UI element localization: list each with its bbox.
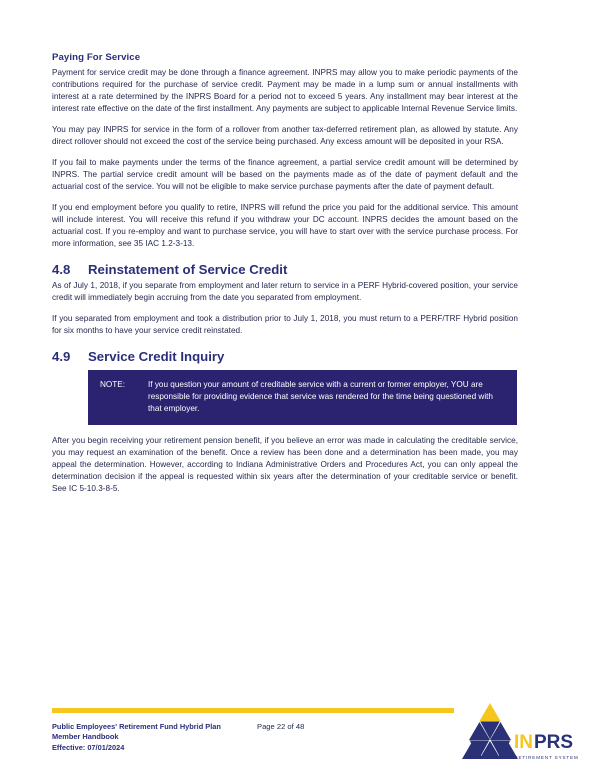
- footer-line-plan-name: Public Employees' Retirement Fund Hybrid Plan: [52, 722, 221, 731]
- note-text: If you question your amount of creditable service with a current or former employer, YOU are responsible for providing evidence that service was rendered for the time being questioned with that employer.: [148, 380, 493, 413]
- footer-gold-rule: [52, 708, 454, 713]
- paragraph-4-8-accrual: As of July 1, 2018, if you separate from employment and later return to service in a PERF Hybrid-covered position, your service credit will immediately begin accruing from the date you separated from employment.: [52, 281, 518, 302]
- footer-page-number: Page 22 of 48: [257, 722, 305, 731]
- paragraph-payment-finance-agreement: Payment for service credit may be done through a finance agreement. INPRS may allow you to make periodic payments of the contributions required for the purchase of service credit. Payment may be made in a lump sum or annual installments with interest at a rate determined by the INPRS Board for a period not to exceed 5 years. Any installment may bear interest at the interest rate effective on the date of the first installment. Any payments are subject to applicable Internal Revenue Service limits.: [52, 68, 518, 113]
- footer-document-info: [52, 722, 257, 753]
- page-footer: [52, 722, 452, 753]
- paragraph-4-9-appeal: After you begin receiving your retirement pension benefit, if you believe an error was made in calculating the creditable service, you may request an examination of the benefit. Once a review has been done and a determination has been made, you may appeal the determination. However, according to Indiana Administrative Orders and Procedures Act, you can only appeal the determination decision if the appeal is requested within six years after the determination of your creditable service or benefit. See IC 5-10.3-8-5.: [52, 436, 518, 493]
- subheading-paying-for-service: Paying For Service: [52, 52, 141, 63]
- footer-line-handbook: Member Handbook: [52, 732, 119, 742]
- paragraph-rollover: You may pay INPRS for service in the form of a rollover from another tax-deferred retirement plan, as allowed by statute. Any direct rollover should not exceed the cost of the service being purchased. Any excess amount will be deposited in your RSA.: [52, 125, 518, 146]
- section-heading-4-8: [52, 262, 518, 277]
- note-label: NOTE:: [100, 380, 126, 389]
- paragraph-4-8-distribution: If you separated from employment and took a distribution prior to July 1, 2018, you must return to a PERF/TRF Hybrid position for six months to have your service credit reinstated.: [52, 314, 518, 335]
- page-content: [52, 52, 518, 495]
- inprs-logo: [462, 700, 582, 764]
- section-title-4-9: Service Credit Inquiry: [88, 349, 225, 364]
- section-number-4-8: 4.8: [52, 262, 71, 277]
- paragraph-payment-default: If you fail to make payments under the terms of the finance agreement, a partial service credit amount will be determined by INPRS. The partial service credit amount will be based on the payments made as of the date of payment default and the actuarial cost of the service. You will not be eligible to make service purchase payments after the date of payment default.: [52, 158, 518, 191]
- logo-triangle-mark: [462, 703, 518, 759]
- paragraph-end-employment-refund: If you end employment before you qualify to retire, INPRS will refund the price you paid for the additional service. This amount will include interest. You will receive this refund if you withdraw your DC account. INPRS decides the amount based on the actuarial cost. If you re-employ and want to purchase service, you will have to start over with the service purchase process. For more information, see 35 IAC 1.2-3-13.: [52, 203, 518, 248]
- section-heading-4-9: [52, 349, 518, 364]
- inprs-logo-graphic: [462, 700, 582, 764]
- footer-line-effective-date: Effective: 07/01/2024: [52, 742, 125, 752]
- note-callout-wrapper: [52, 370, 518, 425]
- section-title-4-8: Reinstatement of Service Credit: [88, 262, 288, 277]
- note-callout: [88, 370, 517, 425]
- logo-wordmark-in: IN: [514, 732, 533, 753]
- logo-tagline: INDIANA PUBLIC RETIREMENT SYSTEM: [464, 755, 579, 760]
- logo-wordmark-prs: PRS: [534, 732, 574, 753]
- section-number-4-9: 4.9: [52, 349, 71, 364]
